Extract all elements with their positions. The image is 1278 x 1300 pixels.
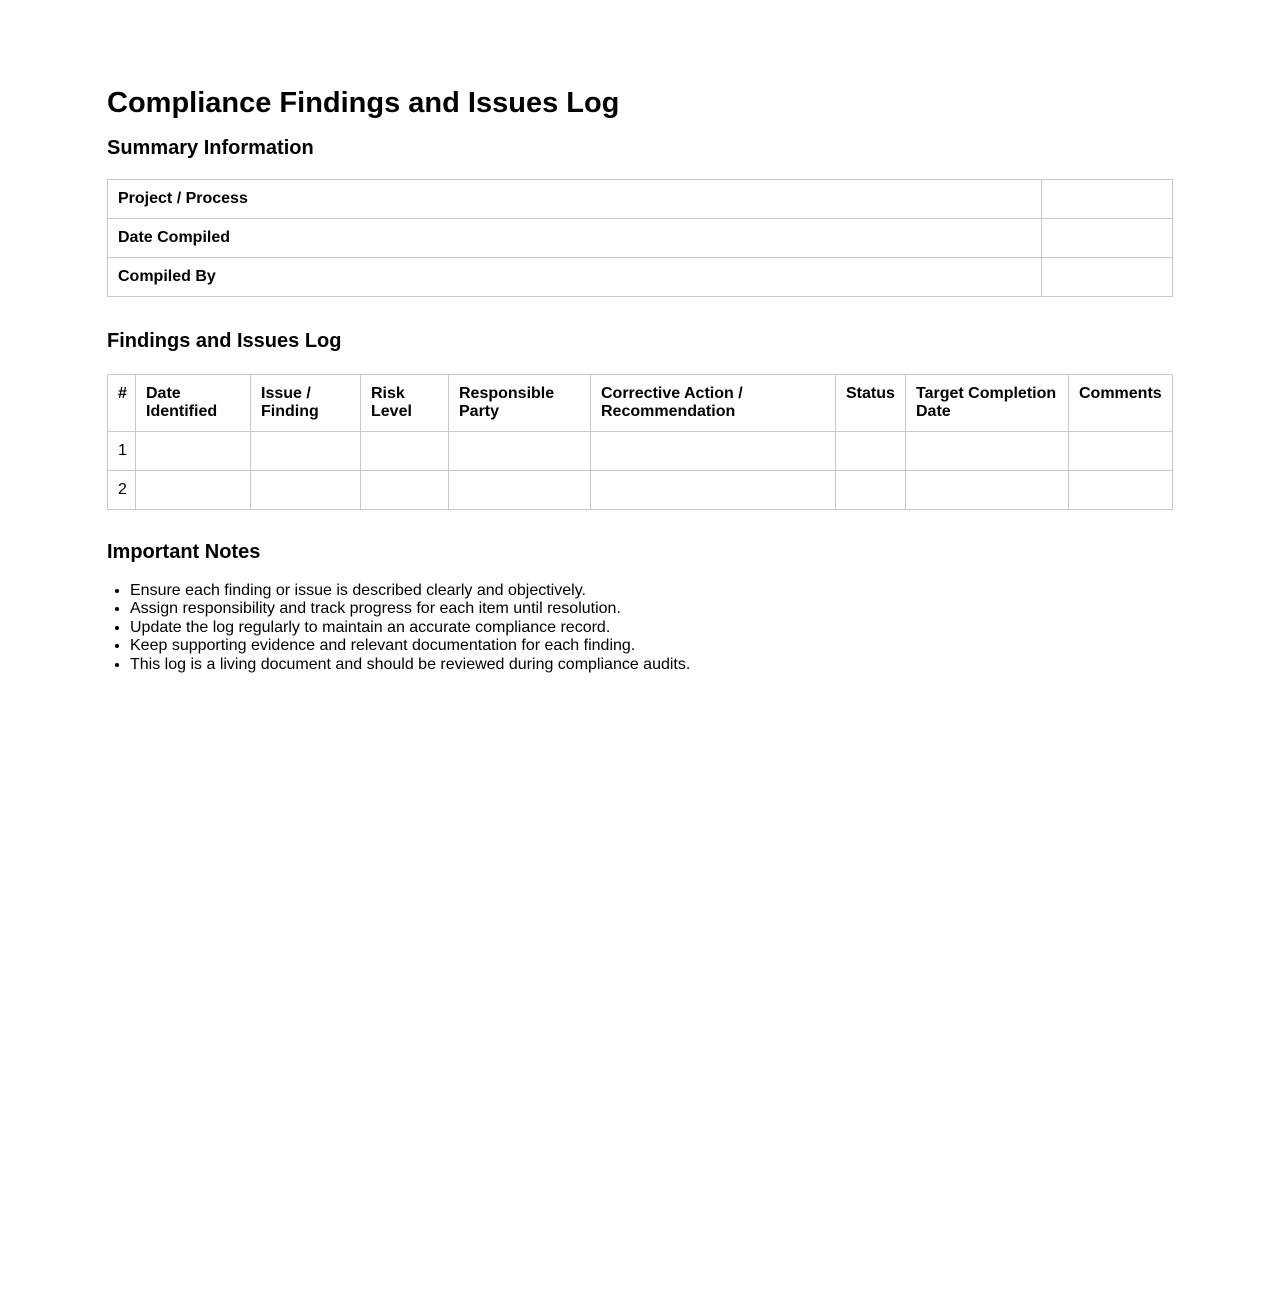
risk-level-cell <box>361 432 449 471</box>
findings-heading: Findings and Issues Log <box>107 330 342 352</box>
summary-label-date-compiled: Date Compiled <box>108 219 1042 258</box>
date-identified-cell <box>136 432 251 471</box>
column-header-issue-finding: Issue / Finding <box>251 375 361 432</box>
table-row <box>108 432 1173 471</box>
column-header-responsible-party: Responsible Party <box>449 375 591 432</box>
notes-list <box>107 582 1171 674</box>
note-item: • This log is a living document and should be reviewed during compliance audits. <box>130 656 1171 674</box>
issue-finding-cell <box>251 432 361 471</box>
findings-table <box>107 374 1173 510</box>
summary-value-compiled-by <box>1042 258 1173 297</box>
note-item: • Keep supporting evidence and relevant documentation for each finding. <box>130 637 1171 655</box>
page-title: Compliance Findings and Issues Log <box>107 87 620 119</box>
target-completion-date-cell <box>906 432 1069 471</box>
comments-cell <box>1069 432 1173 471</box>
corrective-action-cell <box>591 432 836 471</box>
summary-row <box>108 219 1173 258</box>
date-identified-cell <box>136 471 251 510</box>
summary-row <box>108 258 1173 297</box>
note-item: • Assign responsibility and track progress for each item until resolution. <box>130 600 1171 618</box>
responsible-party-cell <box>449 432 591 471</box>
risk-level-cell <box>361 471 449 510</box>
column-header-number: # <box>108 375 136 432</box>
column-header-status: Status <box>836 375 906 432</box>
summary-heading: Summary Information <box>107 137 314 159</box>
target-completion-date-cell <box>906 471 1069 510</box>
summary-value-date-compiled <box>1042 219 1173 258</box>
summary-label-compiled-by: Compiled By <box>108 258 1042 297</box>
row-number-cell: 1 <box>108 432 136 471</box>
notes-heading: Important Notes <box>107 541 261 563</box>
summary-value-project-process <box>1042 180 1173 219</box>
status-cell <box>836 432 906 471</box>
column-header-target-completion-date: Target Completion Date <box>906 375 1069 432</box>
table-row <box>108 471 1173 510</box>
findings-header-row <box>108 375 1173 432</box>
issue-finding-cell <box>251 471 361 510</box>
note-item: • Update the log regularly to maintain an accurate compliance record. <box>130 619 1171 637</box>
column-header-comments: Comments <box>1069 375 1173 432</box>
summary-row <box>108 180 1173 219</box>
column-header-corrective-action: Corrective Action / Recommendation <box>591 375 836 432</box>
row-number-cell: 2 <box>108 471 136 510</box>
comments-cell <box>1069 471 1173 510</box>
responsible-party-cell <box>449 471 591 510</box>
note-item: • Ensure each finding or issue is described clearly and objectively. <box>130 582 1171 600</box>
status-cell <box>836 471 906 510</box>
corrective-action-cell <box>591 471 836 510</box>
column-header-risk-level: Risk Level <box>361 375 449 432</box>
summary-table <box>107 179 1173 297</box>
column-header-date-identified: Date Identified <box>136 375 251 432</box>
summary-label-project-process: Project / Process <box>108 180 1042 219</box>
